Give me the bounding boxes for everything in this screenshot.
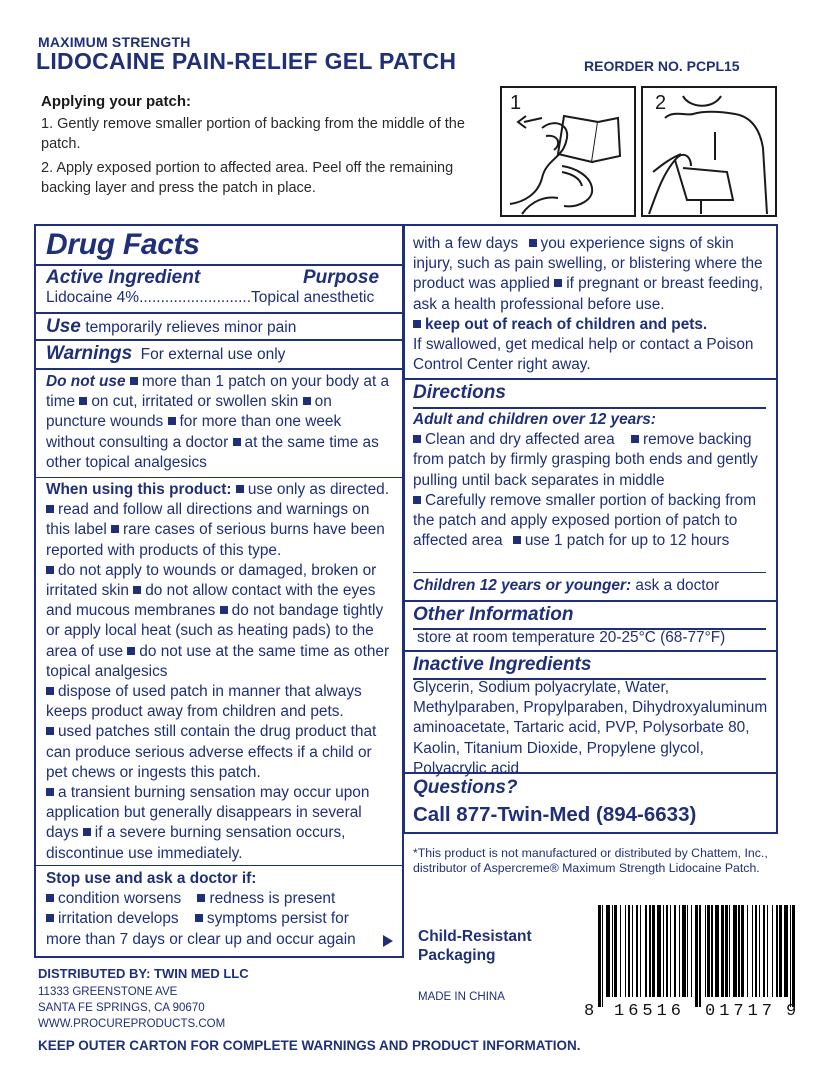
- when-using-item: a transient burning sensation may occur upon application but generally disappears in several days: [46, 784, 370, 842]
- when-using-item: do not apply to wounds or damaged, broken or irritated skin: [46, 561, 377, 600]
- stop-use-item: condition worsens: [58, 890, 182, 908]
- reorder-number: REORDER NO. PCPL15: [584, 58, 740, 74]
- square-bullet-icon: [83, 828, 91, 836]
- stop-use-label: Stop use and ask a doctor if:: [46, 870, 257, 887]
- square-bullet-icon: [513, 536, 521, 544]
- distributor-address: [38, 985, 225, 1032]
- barcode-digit-first: 8: [584, 1002, 595, 1021]
- barcode-bar: [738, 905, 739, 997]
- child-resistant-label: Child-Resistant Packaging: [418, 928, 532, 964]
- other-info-text: store at room temperature 20-25°C (68-77°F): [417, 629, 726, 646]
- barcode-digit-last: 9: [786, 1002, 797, 1021]
- barcode-bar: [741, 905, 744, 997]
- illustration-number-2: 2: [655, 92, 667, 114]
- illustration-number-1: 1: [510, 92, 522, 114]
- barcode-bar: [657, 905, 661, 997]
- do-not-use-item: on puncture wounds: [46, 393, 332, 431]
- stop-use-more-item: you experience signs of skin injury, such as pain swelling, or blistering where the product was applied: [413, 235, 763, 293]
- when-using-item: rare cases of serious burns have been reported with products of this type.: [46, 521, 385, 559]
- stop-use-continued-block: [413, 234, 769, 375]
- square-bullet-icon: [413, 435, 421, 443]
- continue-arrow-icon: [382, 934, 394, 948]
- barcode-bar: [733, 905, 737, 997]
- warnings-text: For external use only: [140, 346, 286, 363]
- upc-barcode: [598, 905, 794, 1007]
- children-directions: [413, 576, 719, 596]
- square-bullet-icon: [554, 279, 562, 287]
- square-bullet-icon: [168, 417, 176, 425]
- barcode-bar: [763, 905, 766, 997]
- barcode-bar: [691, 905, 692, 997]
- barcode-bar: [695, 905, 698, 1007]
- square-bullet-icon: [133, 586, 141, 594]
- barcode-bar: [674, 905, 677, 997]
- square-bullet-icon: [111, 525, 119, 533]
- stop-use-continued: with a few days: [413, 235, 519, 252]
- square-bullet-icon: [413, 496, 421, 504]
- barcode-bar: [687, 905, 688, 997]
- drug-facts-right-panel: [403, 224, 778, 834]
- carton-note: KEEP OUTER CARTON FOR COMPLETE WARNINGS AND PRODUCT INFORMATION.: [38, 1038, 581, 1053]
- stop-use-block: [46, 869, 366, 950]
- do-not-use-block: [46, 372, 392, 473]
- barcode-bar: [792, 905, 795, 1007]
- hand-peel-illustration: [500, 86, 636, 217]
- active-ingredient-label: Active Ingredient: [46, 267, 201, 288]
- do-not-use-label: Do not use: [46, 373, 126, 390]
- barcode-bar: [645, 905, 646, 997]
- adult-direction-item: Clean and dry affected area: [425, 431, 615, 449]
- when-using-item: use only as directed.: [247, 481, 389, 498]
- square-bullet-icon: [303, 397, 311, 405]
- square-bullet-icon: [79, 397, 87, 405]
- website: WWW.PROCUREPRODUCTS.COM: [38, 1017, 226, 1030]
- barcode-bar: [752, 905, 753, 997]
- square-bullet-icon: [413, 320, 421, 328]
- do-not-use-item: at the same time as other topical analgesics: [46, 433, 379, 471]
- adults-label: Adult and children over 12 years:: [413, 411, 656, 428]
- barcode-bar: [602, 905, 603, 1007]
- barcode-bar: [612, 905, 613, 997]
- directions-adults-block: [413, 410, 769, 551]
- warnings-section: [46, 343, 285, 365]
- directions-label: Directions: [413, 382, 506, 403]
- square-bullet-icon: [46, 505, 54, 513]
- barcode-bar: [598, 905, 601, 1007]
- applying-step-2: 2. Apply exposed portion to affected area. Peel off the remaining backing layer and press the patch in place.: [41, 160, 454, 196]
- distributor-label: DISTRIBUTED BY: TWIN MED LLC: [38, 966, 249, 981]
- barcode-bar: [725, 905, 728, 997]
- square-bullet-icon: [46, 687, 54, 695]
- children-label: Children 12 years or younger:: [413, 577, 632, 594]
- barcode-digits-right: 01717: [705, 1002, 777, 1021]
- use-section: [46, 316, 296, 338]
- square-bullet-icon: [46, 914, 54, 922]
- square-bullet-icon: [127, 647, 135, 655]
- barcode-bar: [747, 905, 748, 997]
- barcode-bar: [721, 905, 724, 997]
- drug-facts-title: Drug Facts: [46, 228, 200, 261]
- inactive-text: Glycerin, Sodium polyacrylate, Water, Methylparaben, Propylparaben, Dihydroxyaluminum aminoacetate, Tartaric acid, PVP, Polysorbate 80, Kaolin, Titanium Dioxide, Propylene glycol, Polyacrylic acid: [413, 679, 768, 777]
- barcode-bar: [640, 905, 641, 997]
- barcode-bar: [625, 905, 626, 997]
- barcode-bar: [614, 905, 617, 997]
- square-bullet-icon: [46, 894, 54, 902]
- adult-direction-item: remove backing from patch by firmly grasping both ends and gently pulling until back separates in middle: [413, 431, 758, 489]
- address-line-2: SANTA FE SPRINGS, CA 90670: [38, 1001, 205, 1014]
- when-using-block: [46, 480, 392, 864]
- barcode-bar: [729, 905, 730, 997]
- questions-label: Questions?: [413, 777, 518, 798]
- barcode-bar: [632, 905, 633, 997]
- use-label: Use: [46, 316, 81, 337]
- square-bullet-icon: [46, 788, 54, 796]
- when-using-label: When using this product:: [46, 481, 232, 498]
- square-bullet-icon: [195, 914, 203, 922]
- strength-label: MAXIMUM STRENGTH: [38, 34, 191, 50]
- stop-use-item: redness is present: [209, 890, 336, 908]
- stop-use-item: symptoms persist for more than 7 days or clear up and occur again: [46, 910, 356, 948]
- other-info-label: Other Information: [413, 604, 574, 625]
- barcode-bar: [606, 905, 610, 997]
- do-not-use-item: on cut, irritated or swollen skin: [91, 393, 299, 411]
- square-bullet-icon: [46, 727, 54, 735]
- applying-heading: Applying your patch:: [41, 93, 191, 110]
- when-using-item: if a severe burning sensation occurs, discontinue use immediately.: [46, 824, 346, 862]
- children-text: ask a doctor: [635, 577, 720, 594]
- keep-out-warning: keep out of reach of children and pets.: [425, 315, 708, 333]
- adult-direction-item: Carefully remove smaller portion of backing from the patch and apply exposed portion of patch to affected area: [413, 491, 757, 550]
- barcode-bar: [649, 905, 650, 997]
- when-using-item: do not bandage tightly or apply local heat (such as heating pads) to the area of use: [46, 602, 384, 660]
- warnings-label: Warnings: [46, 343, 133, 364]
- use-text: temporarily relieves minor pain: [85, 319, 297, 336]
- when-using-item: do not allow contact with the eyes and mucous membranes: [46, 582, 376, 620]
- barcode-bar: [699, 905, 700, 1007]
- square-bullet-icon: [197, 894, 205, 902]
- barcode-bar: [652, 905, 655, 997]
- inactive-label: Inactive Ingredients: [413, 654, 592, 675]
- when-using-item: used patches still contain the drug product that can produce serious adverse effects if a child or pet chews or ingests this patch.: [46, 723, 377, 781]
- ingredient-line: Lidocaine 4%..........................Topical anesthetic: [46, 289, 375, 306]
- square-bullet-icon: [631, 435, 639, 443]
- when-using-item: dispose of used patch in manner that always keeps product away from children and pets.: [46, 683, 362, 721]
- barcode-bar: [715, 905, 719, 997]
- square-bullet-icon: [236, 485, 244, 493]
- barcode-bar: [679, 905, 680, 997]
- square-bullet-icon: [130, 377, 138, 385]
- stop-use-item: irritation develops: [58, 910, 179, 928]
- barcode-bar: [776, 905, 777, 997]
- barcode-bar: [790, 905, 791, 1007]
- barcode-digits-left: 16516: [614, 1002, 686, 1021]
- barcode-bar: [779, 905, 782, 997]
- applying-step-1: 1. Gently remove smaller portion of backing from the middle of the patch.: [41, 116, 465, 152]
- when-using-item: read and follow all directions and warnings on this label: [46, 501, 370, 539]
- when-using-item: do not use at the same time as other topical analgesics: [46, 642, 390, 680]
- barcode-bar: [767, 905, 768, 997]
- made-in-label: MADE IN CHINA: [418, 991, 505, 1003]
- barcode-bar: [711, 905, 712, 997]
- barcode-bar: [705, 905, 706, 997]
- barcode-bar: [636, 905, 639, 997]
- trademark-footnote: *This product is not manufactured or distributed by Chattem, Inc., distributor of Aspercreme® Maximum Strength Lidocaine Patch.: [413, 846, 768, 875]
- adult-direction-item: use 1 patch for up to 12 hours: [524, 532, 730, 550]
- product-title: LIDOCAINE PAIN-RELIEF GEL PATCH: [36, 48, 457, 74]
- applying-instructions: [41, 93, 491, 202]
- questions-phone: Call 877-Twin-Med (894-6633): [413, 803, 697, 826]
- drug-facts-left-panel: [34, 224, 404, 958]
- barcode-bar: [759, 905, 760, 997]
- barcode-bar: [670, 905, 671, 997]
- square-bullet-icon: [220, 606, 228, 614]
- barcode-bar: [666, 905, 669, 997]
- square-bullet-icon: [529, 239, 537, 247]
- barcode-bar: [755, 905, 758, 997]
- barcode-bar: [784, 905, 788, 997]
- square-bullet-icon: [233, 438, 241, 446]
- barcode-bar: [772, 905, 773, 997]
- barcode-bar: [682, 905, 686, 997]
- barcode-bar: [707, 905, 710, 997]
- square-bullet-icon: [46, 566, 54, 574]
- barcode-bar: [628, 905, 631, 997]
- do-not-use-item: more than 1 patch on your body at a time: [46, 373, 390, 411]
- swallowed-warning: If swallowed, get medical help or contact a Poison Control Center right away.: [413, 336, 754, 374]
- barcode-bar: [620, 905, 621, 997]
- stop-use-more-item: if pregnant or breast feeding, ask a health professional before use.: [413, 275, 763, 313]
- purpose-label: Purpose: [303, 267, 380, 288]
- do-not-use-item: for more than one week without consulting a doctor: [46, 413, 342, 451]
- barcode-bar: [663, 905, 664, 997]
- back-patch-illustration: [641, 86, 777, 217]
- address-line-1: 11333 GREENSTONE AVE: [38, 986, 178, 998]
